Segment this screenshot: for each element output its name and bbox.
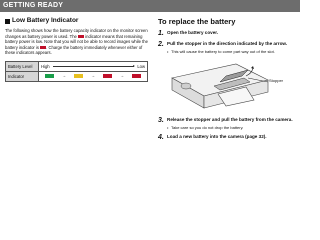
step-2 xyxy=(158,41,296,48)
table-row xyxy=(6,71,148,81)
battery-medium-icon xyxy=(74,74,83,78)
battery-level-label: Battery Level xyxy=(6,61,39,71)
camera-illustration xyxy=(158,56,296,113)
indicator-label: Indicator xyxy=(6,71,39,81)
battery-description xyxy=(5,28,148,56)
description-text-1: The following shows how the battery capacity indicator on the monitor screen changes as battery power is used. The xyxy=(5,28,148,39)
step-3 xyxy=(158,117,296,124)
header-bar xyxy=(0,0,300,12)
level-low-label: Low xyxy=(137,63,145,69)
step-text: Load a new battery into the camera (page 32). xyxy=(167,134,267,140)
battery-full-icon xyxy=(45,74,54,78)
step-text: Pull the stopper in the direction indicated by the arrow. xyxy=(167,41,288,46)
section-heading xyxy=(5,17,148,25)
square-bullet-icon xyxy=(5,19,10,24)
battery-level-table xyxy=(5,61,148,82)
step-number: 3. xyxy=(158,117,164,125)
arrow-right-icon: → xyxy=(91,73,95,79)
step-1 xyxy=(158,30,296,37)
level-high-label: High xyxy=(41,63,50,69)
arrow-right-icon: → xyxy=(62,73,66,79)
page-section-title: GETTING READY xyxy=(3,2,64,9)
table-row xyxy=(6,61,148,71)
description-text-3: . Charge the battery immediately whenever either of these indicators appears. xyxy=(5,44,143,56)
replace-battery-section xyxy=(158,17,296,141)
step-number: 4. xyxy=(158,134,164,142)
step-3-note xyxy=(167,125,296,130)
bullet-icon: • xyxy=(167,49,169,54)
camera-battery-diagram xyxy=(158,56,296,113)
section-heading-text: Low Battery Indicator xyxy=(12,17,79,24)
battery-low-icon xyxy=(103,74,112,78)
battery-level-scale xyxy=(39,61,148,71)
low-battery-section xyxy=(5,17,148,82)
section-title: To replace the battery xyxy=(158,17,236,26)
step-text: Open the battery cover. xyxy=(167,30,219,35)
battery-empty-icon xyxy=(132,74,141,78)
note-text: Take care so you do not drop the battery. xyxy=(171,125,244,131)
description-text-2: indicator means that remaining battery power is low. Note that you will not be able to record images while the battery indicator is xyxy=(5,33,148,50)
bullet-icon: • xyxy=(167,125,169,131)
arrow-right-icon: → xyxy=(120,73,124,79)
note-text: This will cause the battery to come part way out of the slot. xyxy=(171,49,275,54)
step-4 xyxy=(158,134,296,141)
indicator-sequence xyxy=(39,71,148,81)
level-arrow-icon xyxy=(53,66,135,67)
step-2-note xyxy=(167,49,296,54)
step-number: 2. xyxy=(158,41,164,48)
stopper-callout: Stopper xyxy=(269,78,284,84)
step-text: Release the stopper and pull the battery from the camera. xyxy=(167,117,293,123)
step-number: 1. xyxy=(158,30,164,37)
